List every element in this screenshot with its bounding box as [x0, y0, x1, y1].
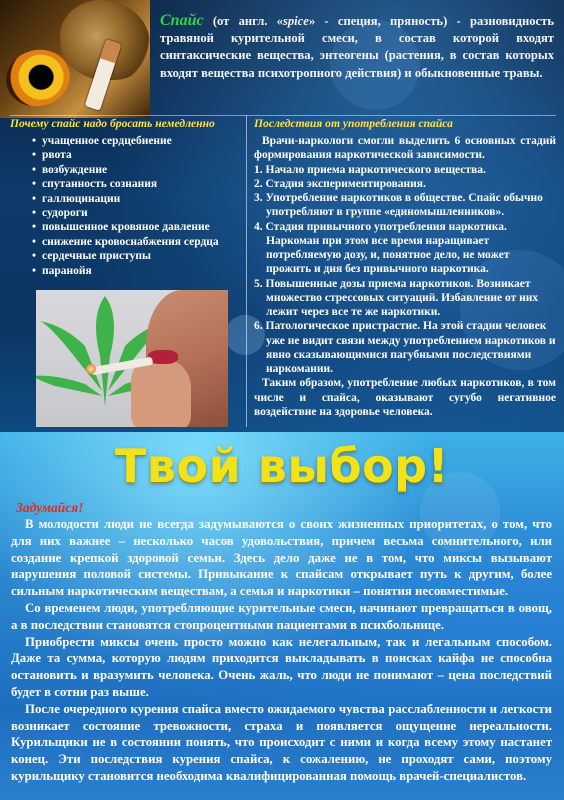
bottom-section — [0, 432, 564, 800]
list-item: • возбуждение — [32, 163, 244, 177]
think-heading: Задумайся! — [16, 500, 84, 515]
intro-text: » - специя, пряность) - разновидность травяной курительной смеси, в состав которой входят синтаксические вещества, энтеогены (растения, в состав которых входят вещества психотропного действия) и обыкновенные травы. — [160, 14, 554, 80]
paragraph: Со временем люди, употребляющие курительные смеси, начинают превращаться в овощ, а в последствии становятся стопроцентными пациентами в психбольнице. — [11, 600, 552, 632]
spice-eye-image — [0, 0, 150, 118]
banner-title: Твой выбор! — [114, 439, 450, 493]
horizontal-divider — [10, 115, 556, 116]
stages-conclusion: Таким образом, употребление любых наркотиков, в том числе и спайса, оказывают сугубо негативное воздействие на здоровье человека. — [254, 377, 556, 418]
list-item: • рвота — [32, 148, 244, 162]
reasons-heading: Почему спайс надо бросать немедленно — [10, 117, 215, 130]
list-item: 3. Употребление наркотиков в обществе. Спайс обычно употребляют в группе «единомышленников». — [254, 192, 543, 219]
consequences-column — [254, 117, 556, 419]
intro-definition — [160, 12, 554, 82]
list-item: 6. Патологическое пристрастие. На этой стадии человек уже не видит связи между употреблением наркотиков и явно сказывающимися пагубными последствиями наркомании. — [254, 320, 556, 375]
list-item: • судороги — [32, 206, 244, 220]
list-item: • повышенное кровяное давление — [32, 220, 244, 234]
hand-image — [131, 360, 191, 427]
list-item: 2. Стадия экспериментирования. — [254, 177, 426, 190]
list-item: • галлюцинации — [32, 192, 244, 206]
list-item: 1. Начало приема наркотического вещества. — [254, 163, 486, 176]
list-item: • спутанность сознания — [32, 177, 244, 191]
intro-text: (от англ. « — [203, 14, 283, 28]
symptoms-list — [10, 134, 244, 278]
list-item: • снижение кровоснабжения сердца — [32, 235, 244, 249]
smoking-photo — [36, 290, 228, 427]
paragraph: После очередного курения спайса вместо ожидаемого чувства расслабленности и легкости возникает состояние тревожности, страха и появляется ощущение нереальности. Курильщики не в состоянии понять, что происходит с ними и когда всему этому настанет конец. Эти последствия курения спайса, к сожалению, не проходят сами, поэтому курильщику становится необходима квалифицированная помощь врачей-специалистов. — [11, 701, 552, 783]
vertical-divider — [246, 115, 247, 427]
list-item: • учащенное сердцебиение — [32, 134, 244, 148]
stages-lead: Врачи-наркологи смогли выделить 6 основных стадий формирования наркотической зависимости. — [254, 135, 556, 162]
list-item: • паранойя — [32, 264, 244, 278]
paragraph: Приобрести миксы очень просто можно как нелегальным, так и легальным способом. Даже та сумма, которую людям приходится выкладывать в поисках кайфа не способна остановить и вразумить человека. Очень жаль, что люди не понимают – цена последствий будет в сотни раз выше. — [11, 634, 552, 699]
list-item: 4. Стадия привычного употребления наркотика. Наркоман при этом все время наращивает потребляемую дозу, и, понятное дело, не может прожить и дня без привычного наркотика. — [254, 220, 510, 276]
list-item: • сердечные приступы — [32, 249, 244, 263]
spice-term: Спайс — [160, 12, 204, 29]
stages-list — [254, 163, 556, 377]
article-body — [11, 516, 552, 785]
list-item: 5. Повышенные дозы приема наркотиков. Возникает множество стрессовых ситуаций. Избавление от них лежит через все те же наркотики. — [254, 277, 539, 318]
spice-word: spice — [282, 14, 309, 28]
paragraph: В молодости люди не всегда задумываются о своих жизненных приоритетах, о том, что для них важнее – несколько часов удовольствия, причем весьма сомнительного, или создание крепкой здоровой семьи. Здесь дело даже не в том, что миксы вызывают нарушения половой системы. Привыкание к спайсам открывает путь к другим, более сильным наркотическим веществам, а семья и наркотики – понятия несовместимые. — [11, 517, 552, 599]
consequences-heading: Последствия от употребления спайса — [254, 117, 453, 130]
reasons-column — [10, 117, 244, 278]
ember-image — [86, 364, 96, 374]
